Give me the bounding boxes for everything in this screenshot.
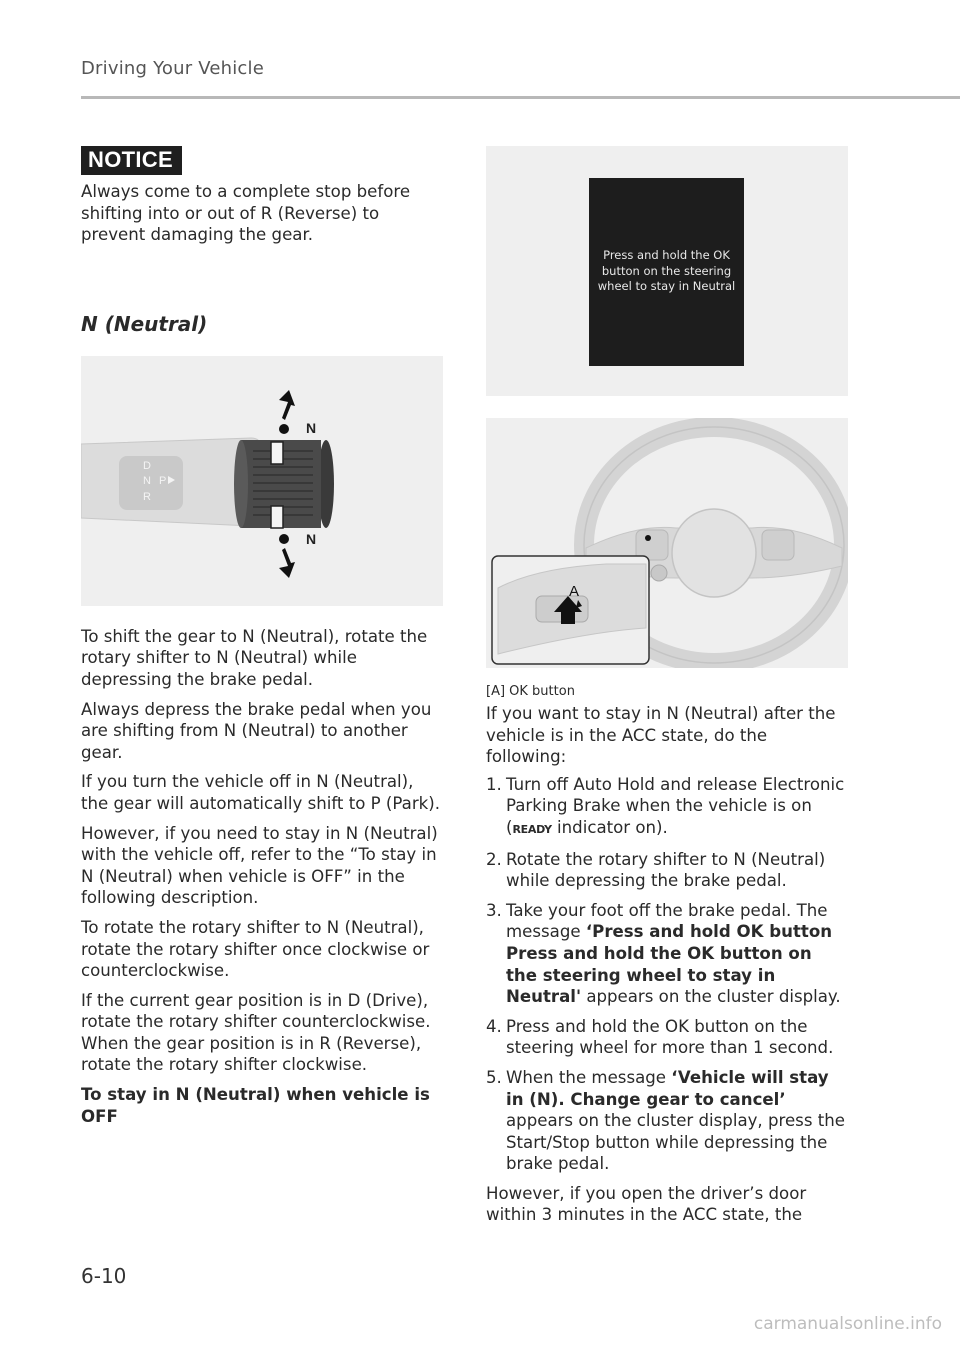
rotary-shifter-figure	[81, 356, 443, 606]
left-paragraph: To shift the gear to N (Neutral), rotate the rotary shifter to N (Neutral) while depressing the brake pedal.	[81, 626, 428, 689]
step-item: 1. Turn off Auto Hold and release Electronic Parking Brake when the vehicle is on (READY indicator on).	[486, 774, 845, 837]
left-subheading: To stay in N (Neutral) when vehicle is OFF	[81, 1085, 430, 1126]
right-closing: However, if you open the driver’s door within 3 minutes in the ACC state, the	[486, 1183, 807, 1225]
page-number: 6-10	[81, 1264, 127, 1288]
section-title: N (Neutral)	[81, 311, 208, 336]
airbag-hub	[672, 509, 756, 597]
step-item: 5. When the message ‘Vehicle will stay in (N). Change gear to cancel’ appears on the cluster display, press the Start/Stop button while depressing the brake pedal.	[486, 1067, 845, 1174]
steering-wheel-illustration	[486, 418, 848, 668]
left-paragraph: However, if you need to stay in N (Neutral) with the vehicle off, refer to the “To stay in N (Neutral) when vehicle is OFF” in the following description.	[81, 823, 438, 908]
ready-indicator-icon: READY	[512, 822, 552, 836]
step-item: 3. Take your foot off the brake pedal. The message ‘Press and hold OK button Press and hold the OK button on the steering wheel to stay in Neutral' appears on the cluster display.	[486, 900, 841, 1007]
step-item: 2. Rotate the rotary shifter to N (Neutral) while depressing the brake pedal.	[486, 849, 826, 891]
left-paragraph: If you turn the vehicle off in N (Neutral), the gear will automatically shift to P (Park).	[81, 772, 440, 813]
knob-marker-top	[271, 442, 283, 464]
gear-label-r: R	[143, 490, 151, 503]
steps-list	[486, 774, 848, 1175]
watermark: carmanualsonline.info	[753, 1314, 942, 1334]
cluster-display-figure	[486, 146, 848, 396]
cluster-screen	[589, 178, 744, 366]
left-paragraph: If the current gear position is in D (Drive), rotate the rotary shifter counterclockwise. When the gear position is in R (Reverse), rotate the rotary shifter clockwise.	[81, 990, 431, 1075]
steering-wheel-figure	[486, 418, 848, 668]
rotary-shifter-illustration	[81, 356, 443, 606]
arrow-down-icon	[279, 548, 295, 578]
ok-button-dot-icon	[645, 535, 651, 541]
left-paragraph: To rotate the rotary shifter to N (Neutral), rotate the rotary shifter once clockwise or counterclockwise.	[81, 917, 430, 981]
header-title: Driving Your Vehicle	[81, 58, 264, 79]
gear-label-d: D	[143, 459, 151, 472]
gear-indicator-panel	[119, 456, 183, 510]
right-column	[486, 146, 848, 1226]
gear-label-p: P	[159, 474, 167, 487]
header-divider	[81, 96, 960, 99]
right-intro: If you want to stay in N (Neutral) after the vehicle is in the ACC state, do the following:	[486, 704, 836, 767]
arrow-up-icon	[279, 390, 295, 420]
notice-text: Always come to a complete stop before shifting into or out of R (Reverse) to prevent damaging the gear.	[81, 182, 411, 245]
bottom-n-label: N	[306, 530, 317, 547]
left-column	[81, 146, 443, 1127]
knob-marker-bottom	[271, 506, 283, 528]
step-item: 4. Press and hold the OK button on the steering wheel for more than 1 second.	[486, 1016, 834, 1058]
gear-label-n: N	[143, 474, 151, 487]
left-paragraph: Always depress the brake pedal when you are shifting from N (Neutral) to another gear.	[81, 699, 432, 762]
bottom-dot-icon	[279, 534, 289, 544]
notice-badge: NOTICE	[81, 146, 182, 175]
top-n-label: N	[306, 419, 317, 436]
callout-label-a: A	[569, 583, 580, 600]
cluster-message: Press and hold the OK button on the steering wheel to stay in Neutral	[597, 248, 736, 293]
top-dot-icon	[279, 424, 289, 434]
figure-caption: [A] OK button	[486, 684, 575, 699]
